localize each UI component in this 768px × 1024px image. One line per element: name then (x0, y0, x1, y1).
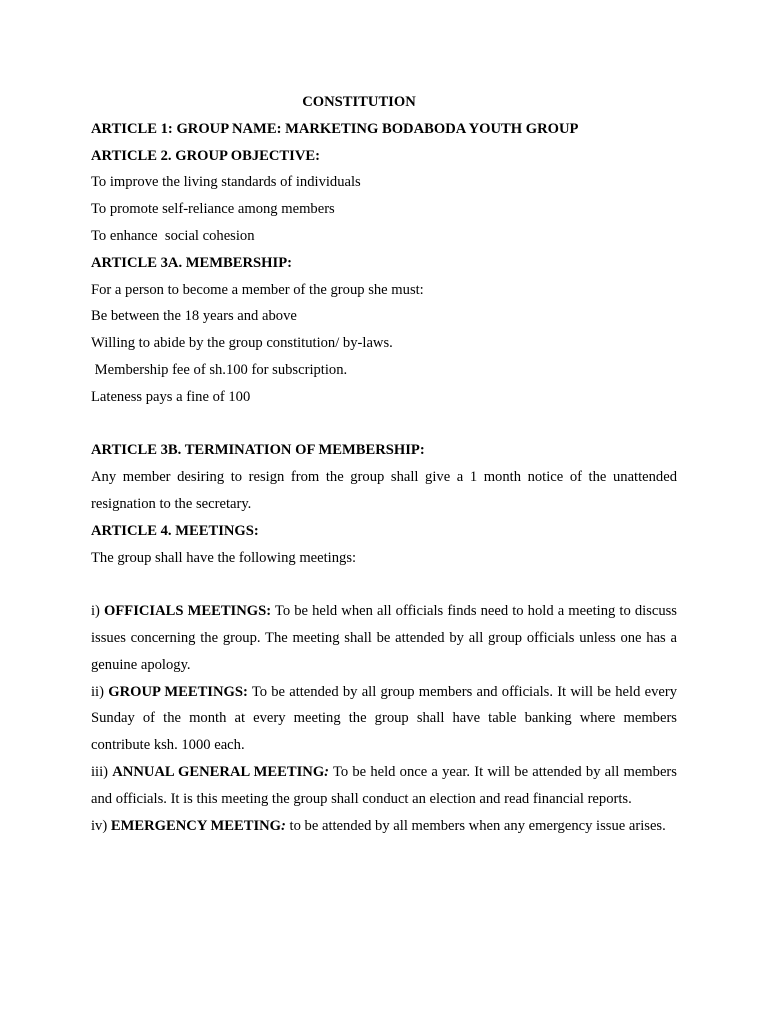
meeting-number: i) (91, 603, 100, 620)
meeting-colon: : (281, 817, 286, 834)
objective-item: To enhance social cohesion (91, 227, 255, 244)
spacer (91, 571, 677, 598)
article-1-heading: ARTICLE 1: GROUP NAME: MARKETING BODABODA YOUTH GROUP (91, 120, 579, 137)
meeting-item-annual (91, 759, 677, 813)
meeting-colon: : (324, 763, 330, 780)
article-3a-heading: ARTICLE 3A. MEMBERSHIP: (91, 254, 292, 271)
objective-item: To improve the living standards of individuals (91, 174, 361, 191)
meeting-name: GROUP MEETINGS: (108, 683, 248, 700)
membership-intro: For a person to become a member of the group she must: (91, 281, 424, 298)
membership-item: Membership fee of sh.100 for subscription. (91, 361, 348, 378)
meeting-number: iv) (91, 817, 108, 834)
meeting-description: To be held when all officials finds need to hold a meeting to discuss issues concerning the group. The meeting shall be attended by all group officials unless one has a genuine apology. (91, 603, 677, 673)
spacer (91, 411, 677, 438)
meetings-intro: The group shall have the following meetings: (91, 549, 357, 566)
meeting-name: OFFICIALS MEETINGS: (104, 603, 272, 620)
meeting-number: ii) (91, 683, 104, 700)
article-3b-heading: ARTICLE 3B. TERMINATION OF MEMBERSHIP: (91, 442, 425, 459)
meeting-item-group (91, 679, 677, 759)
meeting-name: EMERGENCY MEETING (110, 817, 282, 834)
meeting-item-emergency (91, 813, 677, 840)
article-2-heading: ARTICLE 2. GROUP OBJECTIVE: (91, 147, 320, 164)
article-4-heading: ARTICLE 4. MEETINGS: (91, 522, 259, 539)
termination-paragraph: Any member desiring to resign from the group shall give a 1 month notice of the unattended resignation to the secretary. (91, 469, 677, 512)
meeting-description: to be attended by all members when any emergency issue arises. (285, 817, 666, 834)
membership-item: Be between the 18 years and above (91, 308, 297, 325)
meeting-description: To be attended by all group members and officials. It will be held every Sunday of the month at every meeting the group shall have table banking where members contribute ksh. 1000 each. (91, 683, 678, 754)
membership-item: Lateness pays a fine of 100 (91, 388, 251, 405)
meeting-name: ANNUAL GENERAL MEETING (112, 763, 325, 780)
objective-item: To promote self-reliance among members (91, 201, 335, 218)
meeting-description: To be held once a year. It will be attended by all members and officials. It is this meeting the group shall conduct an election and read financial reports. (91, 763, 677, 807)
membership-item: Willing to abide by the group constitution/ by-laws. (91, 335, 393, 352)
document-page (91, 89, 677, 839)
meeting-item-officials (91, 598, 677, 678)
document-title: CONSTITUTION (302, 94, 416, 110)
meeting-number: iii) (91, 763, 109, 780)
